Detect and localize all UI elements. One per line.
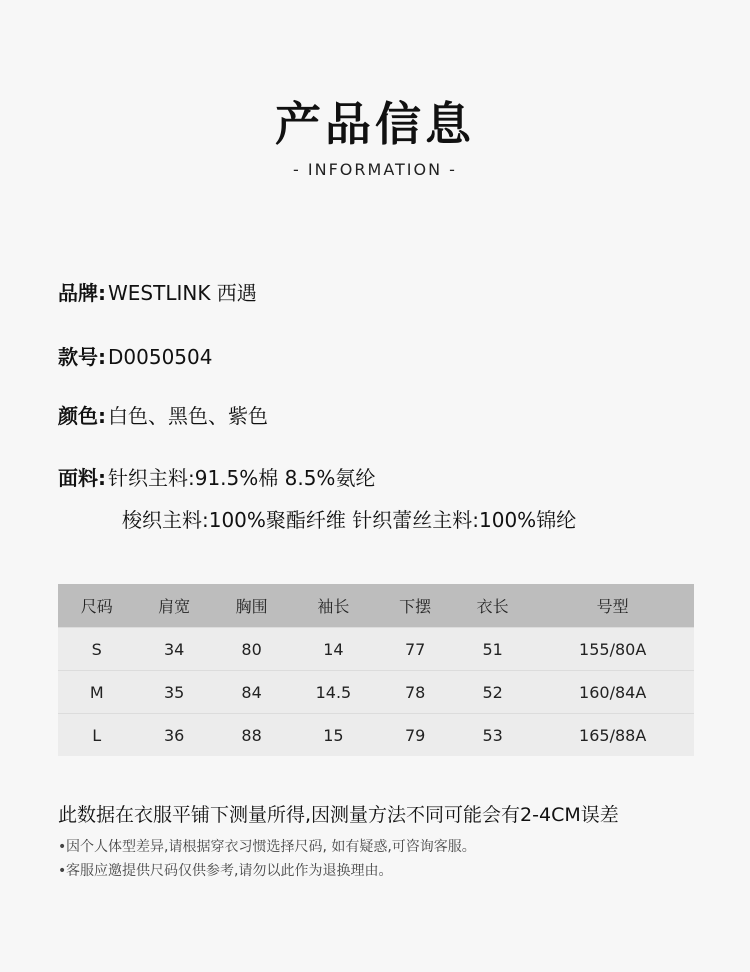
- table-cell: 34: [135, 628, 212, 671]
- page-subtitle: - INFORMATION -: [293, 160, 457, 179]
- table-cell: 84: [213, 671, 290, 714]
- table-cell: S: [58, 628, 135, 671]
- table-cell: 14: [290, 628, 376, 671]
- table-cell: 14.5: [290, 671, 376, 714]
- table-cell: L: [58, 714, 135, 757]
- brand-label: 品牌:: [58, 281, 106, 305]
- table-cell: 79: [376, 714, 453, 757]
- table-cell: 51: [454, 628, 531, 671]
- table-cell: 80: [213, 628, 290, 671]
- header-cell: 衣长: [454, 584, 531, 628]
- brand-row: [58, 279, 257, 307]
- table-row: [58, 628, 694, 671]
- style-row: [58, 343, 212, 371]
- table-cell: 36: [135, 714, 212, 757]
- bullet-icon: •: [58, 863, 67, 879]
- header-cell: 下摆: [376, 584, 453, 628]
- header-cell: 尺码: [58, 584, 135, 628]
- table-cell: M: [58, 671, 135, 714]
- size-table-header: [58, 584, 694, 628]
- note-text: 客服应邀提供尺码仅供参考,请勿以此作为退换理由。: [66, 863, 393, 879]
- note-item: [58, 860, 392, 880]
- fabric-row: [58, 464, 375, 492]
- fabric-line-2: 梭织主料:100%聚酯纤维 针织蕾丝主料:100%锦纶: [122, 508, 577, 532]
- color-value: 白色、黑色、紫色: [108, 404, 268, 428]
- table-cell: 15: [290, 714, 376, 757]
- header-cell: 肩宽: [135, 584, 212, 628]
- table-cell: 53: [454, 714, 531, 757]
- color-row: [58, 402, 268, 430]
- table-cell: 35: [135, 671, 212, 714]
- table-cell: 155/80A: [531, 628, 694, 671]
- table-row: [58, 714, 694, 757]
- table-cell: 160/84A: [531, 671, 694, 714]
- fabric-label: 面料:: [58, 466, 106, 490]
- table-cell: 88: [213, 714, 290, 757]
- table-cell: 52: [454, 671, 531, 714]
- note-item: [58, 836, 476, 856]
- bullet-icon: •: [58, 839, 67, 855]
- color-label: 颜色:: [58, 404, 106, 428]
- page-title: 产品信息: [275, 97, 475, 151]
- style-value: D0050504: [108, 345, 213, 369]
- header-cell: 号型: [531, 584, 694, 628]
- brand-value: WESTLINK 西遇: [108, 281, 257, 305]
- fabric-line-1: 针织主料:91.5%棉 8.5%氨纶: [108, 466, 376, 490]
- table-cell: 77: [376, 628, 453, 671]
- table-cell: 165/88A: [531, 714, 694, 757]
- table-cell: 78: [376, 671, 453, 714]
- note-text: 因个人体型差异,请根据穿衣习惯选择尺码, 如有疑惑,可咨询客服。: [66, 839, 476, 855]
- header-cell: 胸围: [213, 584, 290, 628]
- header-cell: 袖长: [290, 584, 376, 628]
- measurement-note: 此数据在衣服平铺下测量所得,因测量方法不同可能会有2-4CM误差: [58, 804, 619, 826]
- style-label: 款号:: [58, 345, 106, 369]
- size-table: [58, 584, 694, 756]
- table-row: [58, 671, 694, 714]
